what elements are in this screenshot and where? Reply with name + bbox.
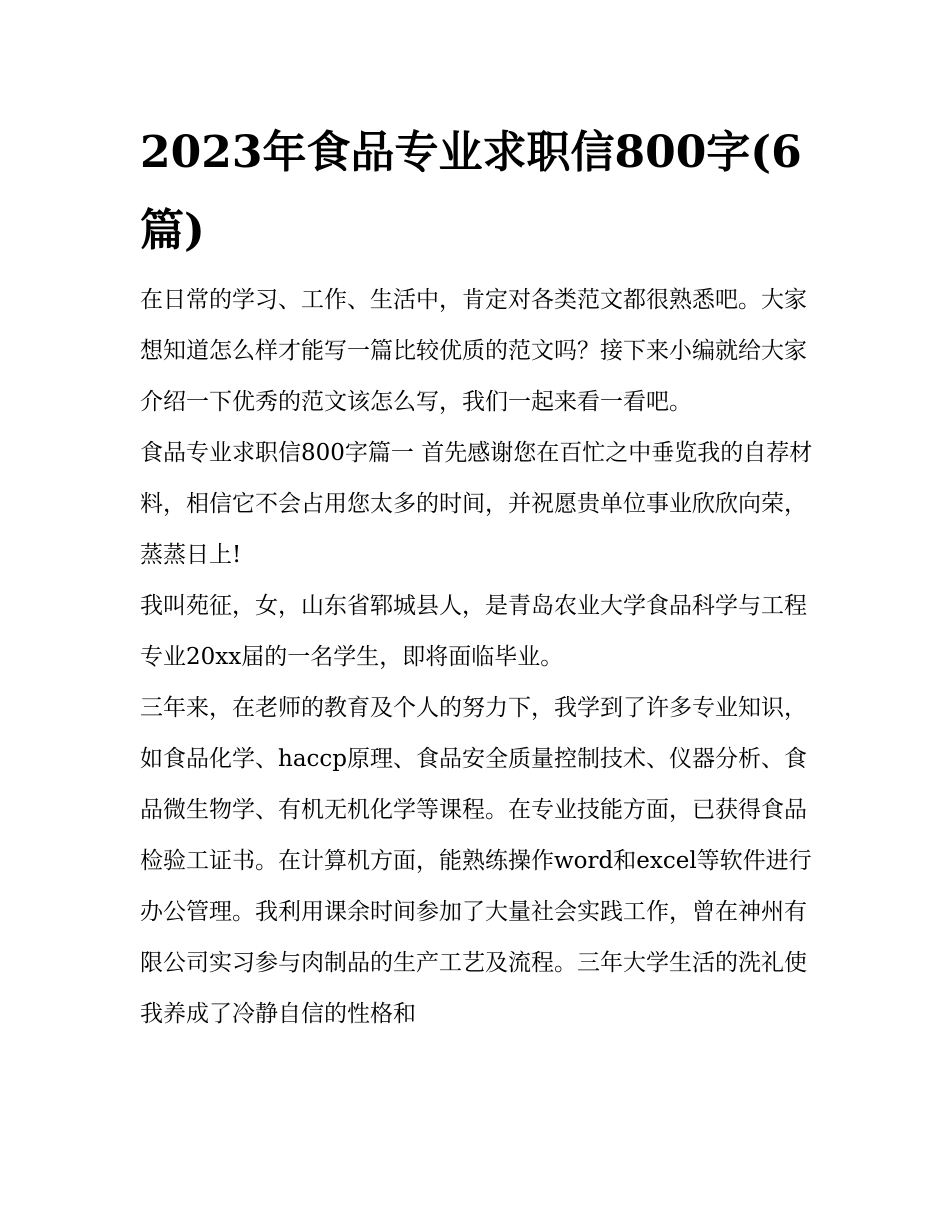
paragraph-self-introduction: 我叫苑征，女，山东省郓城县人，是青岛农业大学食品科学与工程专业20xx届的一名学生，即将面临毕业。 — [140, 593, 807, 670]
paragraph-intro: 在日常的学习、工作、生活中，肯定对各类范文都很熟悉吧。大家想知道怎么样才能写一篇比较优质的范文吗？接下来小编就给大家介绍一下优秀的范文该怎么写，我们一起来看一看吧。 — [140, 287, 807, 415]
document-title: 2023年食品专业求职信800字(6篇) — [140, 127, 802, 256]
document-body — [140, 275, 820, 1040]
paragraph-letter-opening: 食品专业求职信800字篇一 首先感谢您在百忙之中垂览我的自荐材料，相信它不会占用您太多的时间，并祝愿贵单位事业欣欣向荣，蒸蒸日上! — [140, 440, 813, 568]
paragraph-education-experience: 三年来，在老师的教育及个人的努力下，我学到了许多专业知识，如食品化学、haccp原理、食品安全质量控制技术、仪器分析、食品微生物学、有机无机化学等课程。在专业技能方面，已获得食品检验工证书。在计算机方面，能熟练操作word和excel等软件进行办公管理。我利用课余时间参加了大量社会实践工作，曾在神州有限公司实习参与肉制品的生产工艺及流程。三年大学生活的洗礼使我养成了冷静自信的性格和 — [140, 695, 812, 1027]
